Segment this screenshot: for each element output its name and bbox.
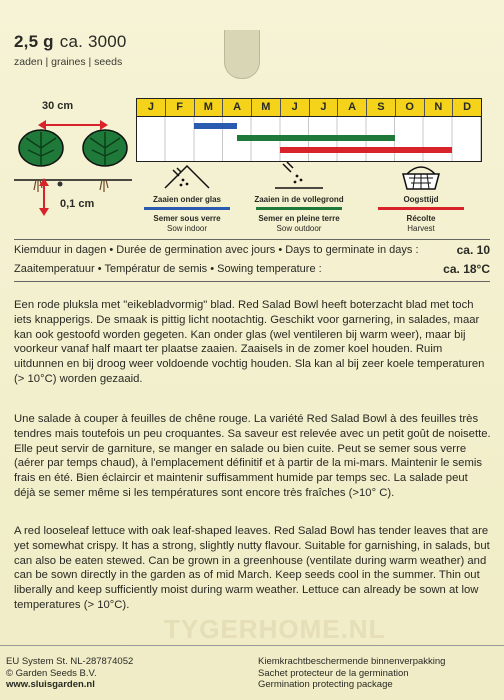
sowing-calendar [136, 98, 482, 162]
legend-color-line [256, 207, 342, 210]
spacing-label: 30 cm [42, 100, 74, 112]
sowing-temperature-row [14, 262, 490, 276]
eu-system-number: EU System St. NL-287874052 [6, 656, 134, 667]
legend-color-line [378, 207, 464, 210]
month-label: M [252, 99, 281, 116]
month-label: D [463, 101, 472, 113]
calendar-grid [137, 117, 481, 161]
month-label: N [425, 99, 454, 116]
month-label: O [396, 99, 425, 116]
legend-color-line [144, 207, 230, 210]
month-label: S [367, 99, 396, 116]
seed-units: zaden | graines | seeds [14, 56, 123, 68]
month-label: M [195, 99, 224, 116]
month-label: J [137, 99, 166, 116]
legend-nl: Zaaien onder glas [152, 195, 222, 204]
month-label: F [166, 99, 195, 116]
divider [14, 239, 490, 240]
footer-packaging-info [258, 656, 445, 691]
legend-nl: Zaaien in de vollegrond [254, 195, 344, 204]
watermark: TYGERHOME.NL [164, 614, 386, 644]
lettuce-plant-icon [80, 122, 130, 172]
lettuce-plant-icon [16, 122, 66, 172]
sowing-temperature-label: Zaaitemperatuur • Températur de semis • Sowing temperature : [14, 263, 322, 275]
description-dutch: Een rode pluksla met "eikebladvormig" blad. Red Salad Bowl heeft boterzacht blad met toch iets knapperigs. De smaak is pittig licht nootachtig. Geschikt voor garnering, in salades, maar kan ook gestoofd worden gegeten. Kan onder glas (wel ventileren bij warm weer), maar bij voorkeur vanaf half maart ter plaatse zaaien. Zaaisels in de zomer koel houden. Ruim uitdunnen en bij droog weer voldoende vochtig houden. Sla kan al bij zeer koele temperaturen (> 10°C) worden gezaaid. [14, 299, 485, 385]
footer-company-info [6, 656, 133, 691]
sowing-depth-label: 0,1 cm [60, 198, 95, 210]
month-label: A [338, 99, 367, 116]
sowing-temperature-value: ca. 18°C [443, 262, 490, 276]
harvest-basket-icon [391, 160, 451, 190]
calendar-bar [280, 147, 452, 153]
legend-en: Sow outdoor [276, 224, 322, 233]
description-french: Une salade à couper à feuilles de chêne rouge. La variété Red Salad Bowl à des feuilles très tendres mais toutefois un peu croquantes. Sa saveur est relevée avec un petit goût de noisette. Elle peut servir de garniture, se manger en salade ou bien cuite. Peut se semer sous verre (aérer par temps chaud), à l'emplacement définitif et à partir de la mi-mars. Maintenir le semis frais en été. Bien éclaircir et maintenir suffisamment humide par temps sec. La salade peut déjà se semer même si les températures sont encore très fraîches (>10° C). [14, 413, 491, 499]
divider [0, 645, 504, 646]
calendar-months [137, 99, 481, 117]
legend-sow-outdoor [244, 160, 354, 234]
month-label: J [281, 99, 310, 116]
legend-nl: Oogsttijd [403, 195, 439, 204]
packaging-fr: Sachet protecteur de la germination [258, 667, 409, 679]
germination-days-label: Kiemduur in dagen • Durée de germination avec jours • Days to germinate in days : [14, 244, 419, 256]
divider [14, 281, 490, 282]
packaging-en: Germination protecting package [258, 679, 393, 690]
month-label: J [310, 99, 339, 116]
hang-tab-notch [224, 30, 260, 79]
description-english: A red looseleaf lettuce with oak leaf-shaped leaves. Red Salad Bowl has tender leaves that are yet somewhat crispy. It has a strong, slightly nutty flavour. Suitable for garnishing, in salads, but can also be eaten stewed. Can be grown in a greenhouse (ventilate during warm weather) and can be sown directly in the garden as of mid March. Keep seeds cool in the summer. Thin out liberally and keep sufficiently moist during warm weather. Lettuce can already be sown at low temperatures (> 10°C). [14, 525, 490, 611]
legend-en: Harvest [407, 224, 435, 233]
legend-fr: Récolte [406, 214, 436, 223]
legend-en: Sow indoor [166, 224, 208, 233]
sow-outdoor-icon [269, 160, 329, 190]
month-label: A [223, 99, 252, 116]
seed-weight [14, 32, 127, 52]
calendar-bar [194, 123, 237, 129]
germination-days-value: ca. 10 [456, 243, 490, 257]
sow-indoor-icon [157, 160, 217, 190]
legend-harvest [366, 160, 476, 234]
website-link[interactable]: www.sluisgarden.nl [6, 679, 95, 690]
germination-days-row [14, 243, 490, 257]
legend-fr: Semer sous verre [153, 214, 221, 223]
calendar-bar [237, 135, 395, 141]
packaging-nl: Kiemkrachtbeschermende binnenverpakking [258, 656, 446, 667]
weight-value: 2,5 g [14, 32, 54, 51]
planting-diagram [14, 94, 132, 234]
copyright: © Garden Seeds B.V. [6, 667, 97, 679]
seed-quantity: ca. 3000 [59, 32, 127, 51]
legend-sow-indoor [132, 160, 242, 234]
legend-fr: Semer en pleine terre [258, 214, 340, 223]
